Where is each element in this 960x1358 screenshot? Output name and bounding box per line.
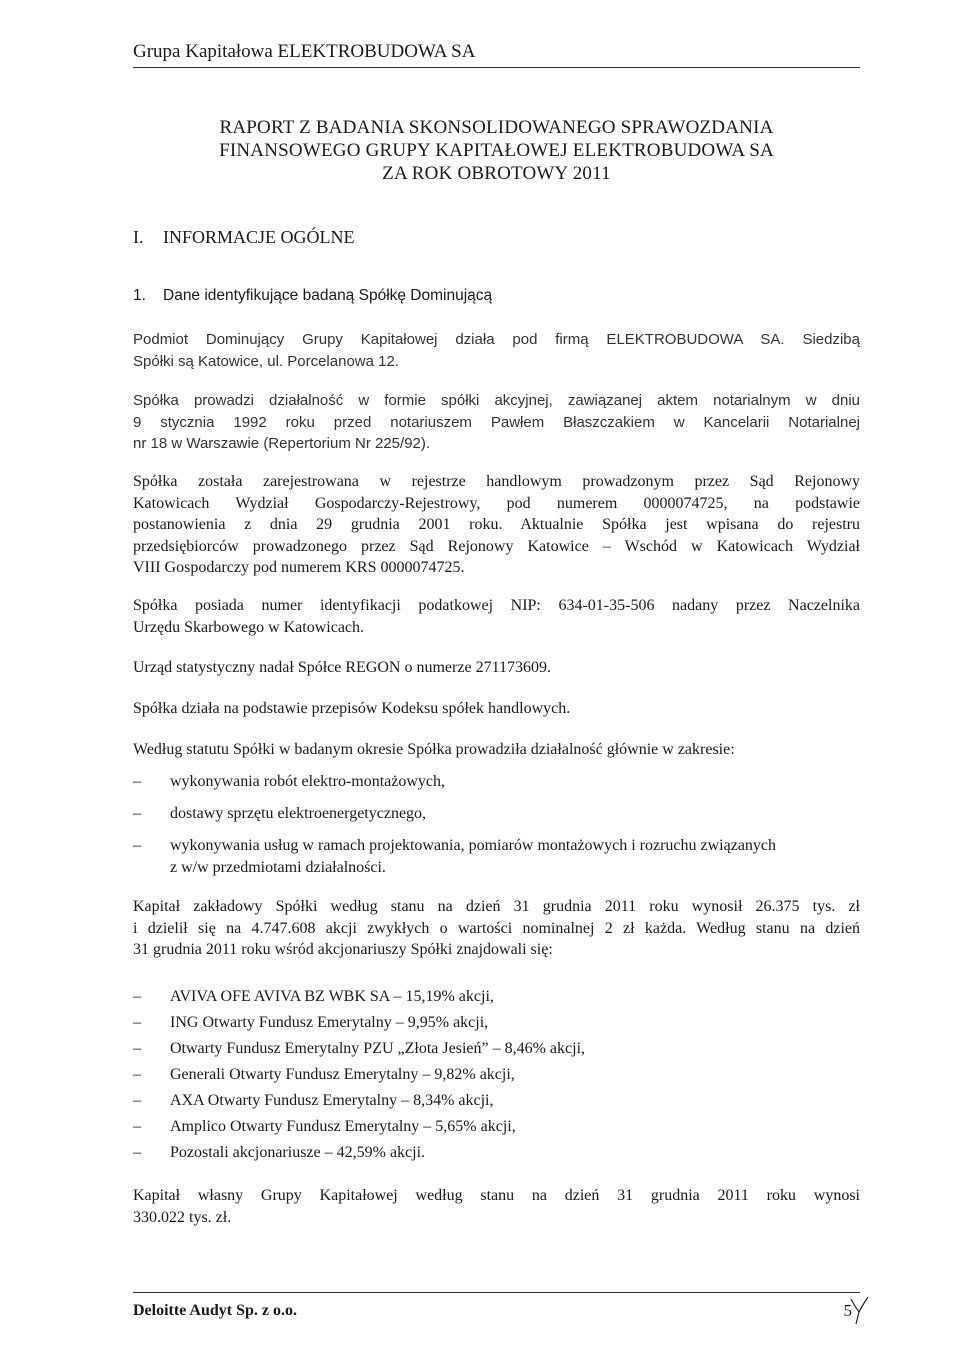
section-number: I. — [133, 227, 144, 247]
paragraph-activity-intro — [133, 739, 860, 761]
text-line: 330.022 tys. zł. — [133, 1208, 232, 1226]
text-line: Katowicach Wydział Gospodarczy-Rejestrowy, pod numerem 0000074725, na podstawie — [133, 494, 860, 512]
list-dash: – — [133, 1144, 141, 1161]
list-dash: – — [133, 773, 141, 790]
list-dash: – — [133, 837, 141, 854]
shareholder-text: AVIVA OFE AVIVA BZ WBK SA – 15,19% akcji, — [170, 988, 494, 1005]
shareholder-text: ING Otwarty Fundusz Emerytalny – 9,95% akcji, — [170, 1014, 489, 1031]
shareholder-text: Amplico Otwarty Fundusz Emerytalny – 5,65% akcji, — [170, 1118, 516, 1135]
text-line: postanowienia z dnia 29 grudnia 2001 roku. Aktualnie Spółka jest wpisana do rejestru — [133, 516, 860, 533]
list-dash: – — [133, 1014, 141, 1031]
initial-mark-icon — [848, 1295, 870, 1325]
list-dash: – — [133, 988, 141, 1005]
text-line: 31 grudnia 2011 roku wśród akcjonariuszy Spółki znajdowali się: — [133, 941, 553, 958]
list-item-text: z w/w przedmiotami działalności. — [170, 858, 386, 876]
paragraph-equity — [133, 1185, 860, 1228]
text-line: Spółka została zarejestrowana w rejestrze handlowym prowadzonym przez Sąd Rejonowy — [133, 473, 860, 490]
subsection-heading — [133, 286, 492, 306]
text-line: Urzędu Skarbowego w Katowicach. — [133, 618, 365, 636]
text-line: Spółka posiada numer identyfikacji podatkowej NIP: 634-01-35-506 nadany przez Naczelnika — [133, 597, 860, 614]
shareholder-item — [133, 1038, 860, 1060]
text-line: Według statutu Spółki w badanym okresie Spółka prowadziła działalność głównie w zakresie: — [133, 741, 735, 758]
text-line: VIII Gospodarczy pod numerem KRS 0000074725. — [133, 559, 465, 576]
text-line: 9 stycznia 1992 roku przed notariuszem Pawłem Błaszczakiem w Kancelarii Notarialnej — [133, 413, 860, 431]
shareholder-item — [133, 1064, 860, 1086]
text-line: Urząd statystyczny nadał Spółce REGON o numerze 271173609. — [133, 659, 551, 676]
title-line-1: RAPORT Z BADANIA SKONSOLIDOWANEGO SPRAWOZDANIA — [219, 117, 774, 138]
shareholder-text: Pozostali akcjonariusze – 42,59% akcji. — [170, 1144, 426, 1161]
list-item — [133, 803, 860, 825]
page-footer — [133, 1292, 860, 1321]
auditor-name: Deloitte Audyt Sp. z o.o. — [133, 1302, 297, 1319]
list-dash: – — [133, 1092, 141, 1109]
text-line: nr 18 w Warszawie (Repertorium Nr 225/92). — [133, 435, 431, 452]
list-item — [133, 771, 860, 793]
subsection-number: 1. — [133, 287, 146, 304]
company-name: Grupa Kapitałowa ELEKTROBUDOWA SA — [133, 41, 476, 62]
list-dash: – — [133, 1066, 141, 1083]
text-line: Kapitał zakładowy Spółki według stanu na dzień 31 grudnia 2011 roku wynosił 26.375 tys. zł — [133, 898, 860, 915]
paragraph-legal-basis — [133, 698, 860, 720]
paragraph-incorporation — [133, 390, 860, 455]
page-number: 5 — [843, 1301, 852, 1320]
shareholder-item — [133, 1012, 860, 1034]
title-line-2: FINANSOWEGO GRUPY KAPITAŁOWEJ ELEKTROBUDOWA SA — [219, 140, 774, 161]
text-line: Kapitał własny Grupy Kapitałowej według stanu na dzień 31 grudnia 2011 roku wynosi — [133, 1187, 860, 1204]
shareholder-item — [133, 1142, 860, 1164]
shareholder-text: AXA Otwarty Fundusz Emerytalny – 8,34% akcji, — [170, 1092, 494, 1109]
section-heading — [133, 226, 355, 248]
paragraph-seat — [133, 329, 860, 372]
list-item-text: wykonywania robót elektro-montażowych, — [170, 773, 446, 790]
shareholder-item — [133, 1116, 860, 1138]
list-item-text: dostawy sprzętu elektroenergetycznego, — [170, 805, 427, 822]
shareholder-text: Generali Otwarty Fundusz Emerytalny – 9,82% akcji, — [170, 1066, 515, 1083]
section-title: INFORMACJE OGÓLNE — [163, 227, 355, 247]
shareholder-item — [133, 986, 860, 1008]
text-line: przedsiębiorców prowadzonego przez Sąd Rejonowy Katowice – Wschód w Katowicach Wydział — [133, 537, 860, 555]
paragraph-regon — [133, 657, 860, 679]
paragraph-nip — [133, 595, 860, 638]
text-line: Spółka prowadzi działalność w formie spółki akcyjnej, zawiązanej aktem notarialnym w dniu — [133, 392, 860, 409]
list-dash: – — [133, 1040, 141, 1057]
title-line-3: ZA ROK OBROTOWY 2011 — [382, 163, 611, 184]
report-title — [133, 116, 860, 185]
shareholder-text: Otwarty Fundusz Emerytalny PZU „Złota Jesień” – 8,46% akcji, — [170, 1040, 586, 1057]
list-item-text: wykonywania usług w ramach projektowania, pomiarów montażowych i rozruchu związanych — [170, 837, 777, 854]
paragraph-share-capital — [133, 896, 860, 961]
page-header — [133, 40, 860, 68]
text-line: Podmiot Dominujący Grupy Kapitałowej działa pod firmą ELEKTROBUDOWA SA. Siedzibą — [133, 331, 860, 348]
list-dash: – — [133, 805, 141, 822]
shareholder-item — [133, 1090, 860, 1112]
text-line: Spółka działa na podstawie przepisów Kodeksu spółek handlowych. — [133, 700, 571, 717]
list-dash: – — [133, 1118, 141, 1135]
list-item — [133, 835, 860, 878]
text-line: Spółki są Katowice, ul. Porcelanowa 12. — [133, 352, 399, 370]
text-line: i dzielił się na 4.747.608 akcji zwykłych o wartości nominalnej 2 zł każda. Według stanu na dzień — [133, 919, 860, 937]
paragraph-registration — [133, 471, 860, 579]
subsection-title: Dane identyfikujące badaną Spółkę Dominującą — [163, 287, 493, 304]
